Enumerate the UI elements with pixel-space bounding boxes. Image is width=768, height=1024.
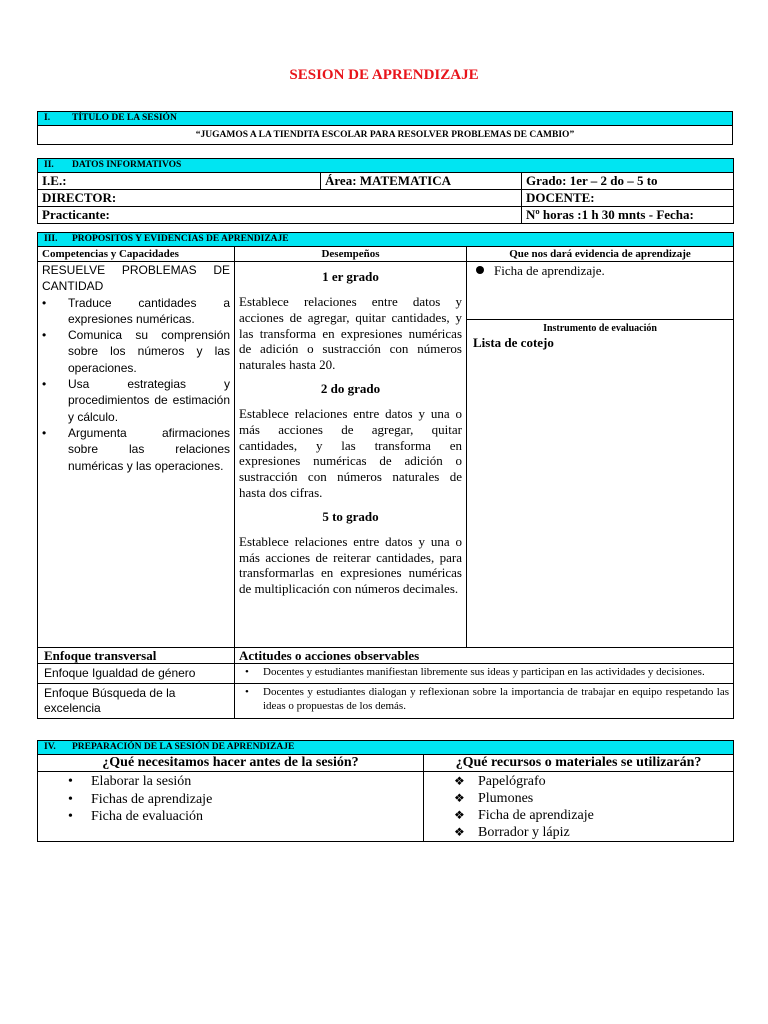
section-header-datos [38, 159, 734, 173]
list-item: • Usa estrategias y procedimientos de estimación y cálculo. [38, 376, 230, 425]
section-header-propositos [38, 233, 734, 247]
section-number: III. [44, 234, 58, 244]
grade5-title: 5 to grado [322, 508, 379, 524]
practicante-field: Practicante: [38, 207, 522, 224]
evidencia-cell [467, 262, 734, 320]
grade1-title: 1 er grado [322, 269, 379, 284]
actitud-1-cell [235, 664, 734, 684]
list-item: ❖ Papelógrafo [424, 773, 733, 790]
capacidades-list [38, 295, 230, 474]
q-antes: ¿Qué necesitamos hacer antes de la sesión? [38, 755, 424, 772]
recursos-list [424, 773, 733, 841]
instrumento-value: Lista de cotejo [473, 335, 554, 350]
grade2-text: Establece relaciones entre datos y una o más acciones de agregar, quitar cantidades, y las transforma en expresiones numéricas de adición o sustracción con números naturales de hasta dos cifras. [239, 405, 462, 500]
section-number: II. [44, 160, 54, 170]
actitud-2-cell [235, 684, 734, 719]
list-item: ❖ Borrador y lápiz [424, 824, 733, 841]
page-title: SESION DE APRENDIZAJE [289, 67, 479, 83]
evidencia-text: Ficha de aprendizaje. [494, 263, 605, 278]
section-label: TÍTULO DE LA SESIÓN [72, 113, 177, 123]
section-number: I. [44, 113, 51, 123]
section-number: IV. [44, 742, 56, 752]
director-field: DIRECTOR: [38, 190, 522, 207]
section-label: DATOS INFORMATIVOS [72, 160, 182, 170]
grade5-text: Establece relaciones entre datos y una o más acciones de reiterar cantidades, para transformarlas en expresiones numéricas de multiplicación con números decimales. [239, 533, 462, 597]
enfoque-1: Enfoque Igualdad de género [38, 664, 235, 684]
horas-field: Nº horas :1 h 30 mnts - Fecha: [522, 207, 734, 224]
section-preparacion [37, 740, 734, 842]
list-item: ❖ Plumones [424, 790, 733, 807]
grade2-title: 2 do grado [320, 380, 381, 396]
competencias-cell [38, 262, 235, 648]
col-desempenos: Desempeños [235, 247, 467, 262]
section-datos [37, 158, 734, 224]
recursos-cell [424, 772, 734, 842]
list-item: • Argumenta afirmaciones sobre las relaciones numéricas y las operaciones. [38, 425, 230, 474]
bullet-icon [476, 266, 484, 274]
list-item: • Ficha de evaluación [38, 808, 423, 826]
section-header-titulo [38, 112, 733, 126]
actitud-2: • Docentes y estudiantes dialogan y reflexionan sobre la importancia de trabajar en equipo respetando las ideas o propuestas de los demás. [239, 685, 729, 713]
enfoque-2: Enfoque Búsqueda de la excelencia [38, 684, 235, 719]
section-titulo [37, 111, 733, 145]
actitud-1: • Docentes y estudiantes manifiestan libremente sus ideas y participan en las actividades y decisiones. [239, 665, 729, 679]
section-propositos [37, 232, 734, 719]
antes-list [38, 773, 423, 826]
list-item: • Traduce cantidades a expresiones numéricas. [38, 295, 230, 328]
session-title: “JUGAMOS A LA TIENDITA ESCOLAR PARA RESOLVER PROBLEMAS DE CAMBIO” [38, 126, 733, 145]
section-label: PROPOSITOS Y EVIDENCIAS DE APRENDIZAJE [72, 234, 289, 244]
desempenos-cell [235, 262, 467, 648]
list-item: ❖ Ficha de aprendizaje [424, 807, 733, 824]
actitudes-header: Actitudes o acciones observables [235, 648, 734, 664]
col-competencias: Competencias y Capacidades [38, 247, 235, 262]
enfoque-header: Enfoque transversal [38, 648, 235, 664]
antes-cell [38, 772, 424, 842]
list-item: • Elaborar la sesión [38, 773, 423, 791]
col-evidencia: Que nos dará evidencia de aprendizaje [467, 247, 734, 262]
grade1-text: Establece relaciones entre datos y acciones de agregar, quitar cantidades, y las transforma en expresiones numéricas de adición o sustracción con números naturales hasta 20. [239, 294, 462, 373]
q-recursos: ¿Qué recursos o materiales se utilizarán? [424, 755, 734, 772]
list-item: • Comunica su comprensión sobre los números y las operaciones. [38, 327, 230, 376]
grado-field: Grado: 1er – 2 do – 5 to [522, 173, 734, 190]
competencia-name: RESUELVE PROBLEMAS DE CANTIDAD [42, 263, 230, 294]
section-label: PREPARACIÓN DE LA SESIÓN DE APRENDIZAJE [72, 742, 295, 752]
docente-field: DOCENTE: [522, 190, 734, 207]
ie-field: I.E.: [38, 173, 321, 190]
list-item: • Fichas de aprendizaje [38, 791, 423, 809]
area-field: Área: MATEMATICA [321, 173, 522, 190]
instrumento-cell [467, 320, 734, 648]
instrumento-label: Instrumento de evaluación [543, 323, 657, 334]
section-header-preparacion [38, 741, 734, 755]
